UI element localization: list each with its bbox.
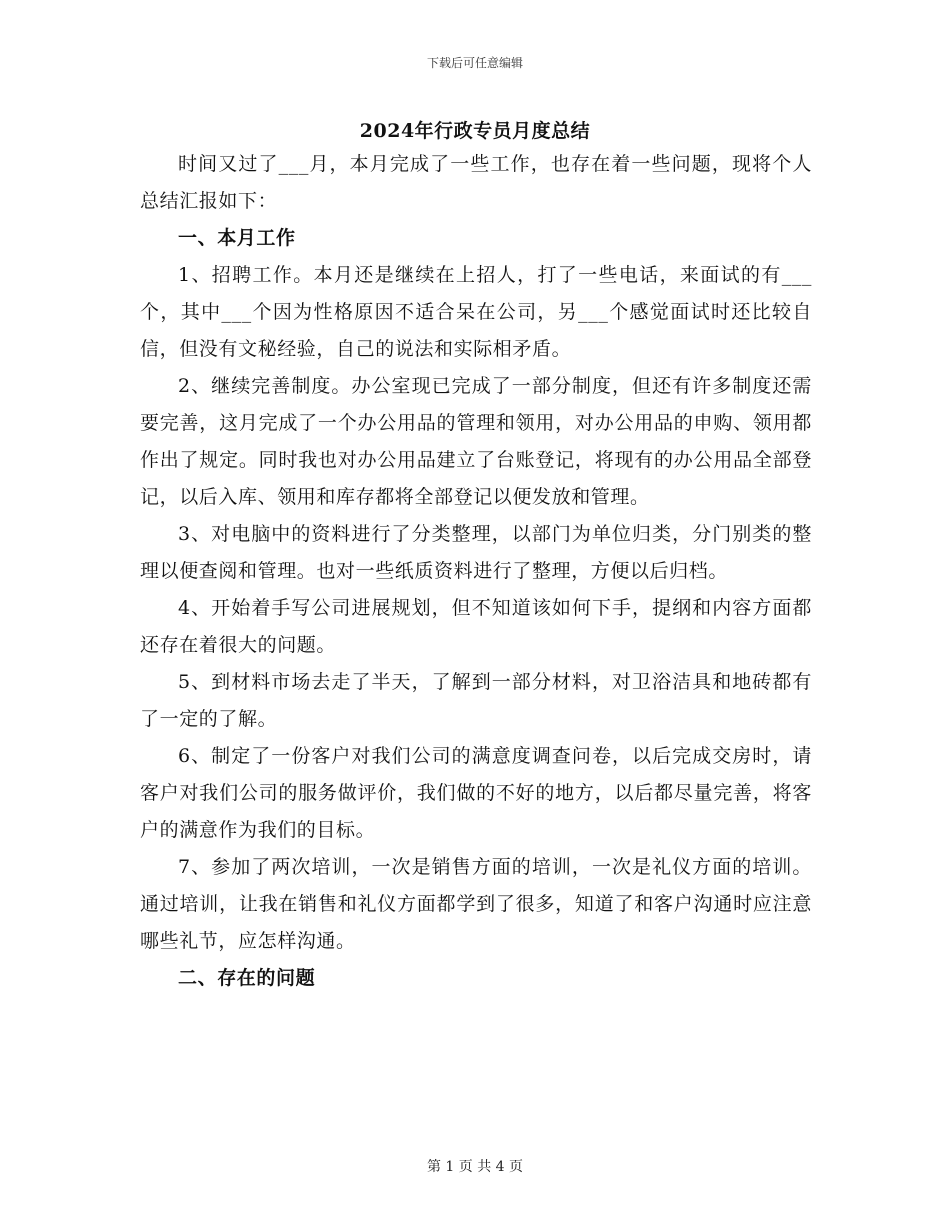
section-heading-current-work: 一、本月工作 [178,227,296,249]
page-number-footer: 第 1 页 共 4 页 [426,1159,524,1175]
work-item-4: 4、开始着手写公司进展规划，但不知道该如何下手，提纲和内容方面都还存在着很大的问题。 [140,597,812,656]
work-item-3: 3、对电脑中的资料进行了分类整理，以部门为单位归类，分门别类的整理以便查阅和管理。也对一些纸质资料进行了整理，方便以后归档。 [140,523,812,582]
work-item-5: 5、到材料市场去走了半天，了解到一部分材料，对卫浴洁具和地砖都有了一定的了解。 [140,671,812,730]
document-body [140,146,812,997]
document-title: 2024年行政专员月度总结 [359,120,591,142]
work-item-2: 2、继续完善制度。办公室现已完成了一部分制度，但还有许多制度还需要完善，这月完成了一个办公用品的管理和领用，对办公用品的申购、领用都作出了规定。同时我也对办公用品建立了台账登记，将现有的办公用品全部登记，以后入库、领用和库存都将全部登记以便发放和管理。 [140,375,812,508]
work-item-7: 7、参加了两次培训，一次是销售方面的培训，一次是礼仪方面的培训。通过培训，让我在销售和礼仪方面都学到了很多，知道了和客户沟通时应注意哪些礼节，应怎样沟通。 [140,856,812,952]
work-item-1: 1、招聘工作。本月还是继续在上招人，打了一些电话，来面试的有___个，其中___个因为性格原因不适合呆在公司，另___个感觉面试时还比较自信，但没有文秘经验，自己的说法和实际相矛盾。 [140,264,812,360]
section-heading-problems: 二、存在的问题 [178,967,316,989]
work-item-6: 6、制定了一份客户对我们公司的满意度调查问卷，以后完成交房时，请客户对我们公司的服务做评价，我们做的不好的地方，以后都尽量完善，将客户的满意作为我们的目标。 [140,745,812,841]
header-note: 下载后可任意编辑 [426,56,523,70]
intro-paragraph: 时间又过了___月，本月完成了一些工作，也存在着一些问题，现将个人总结汇报如下： [140,153,812,212]
